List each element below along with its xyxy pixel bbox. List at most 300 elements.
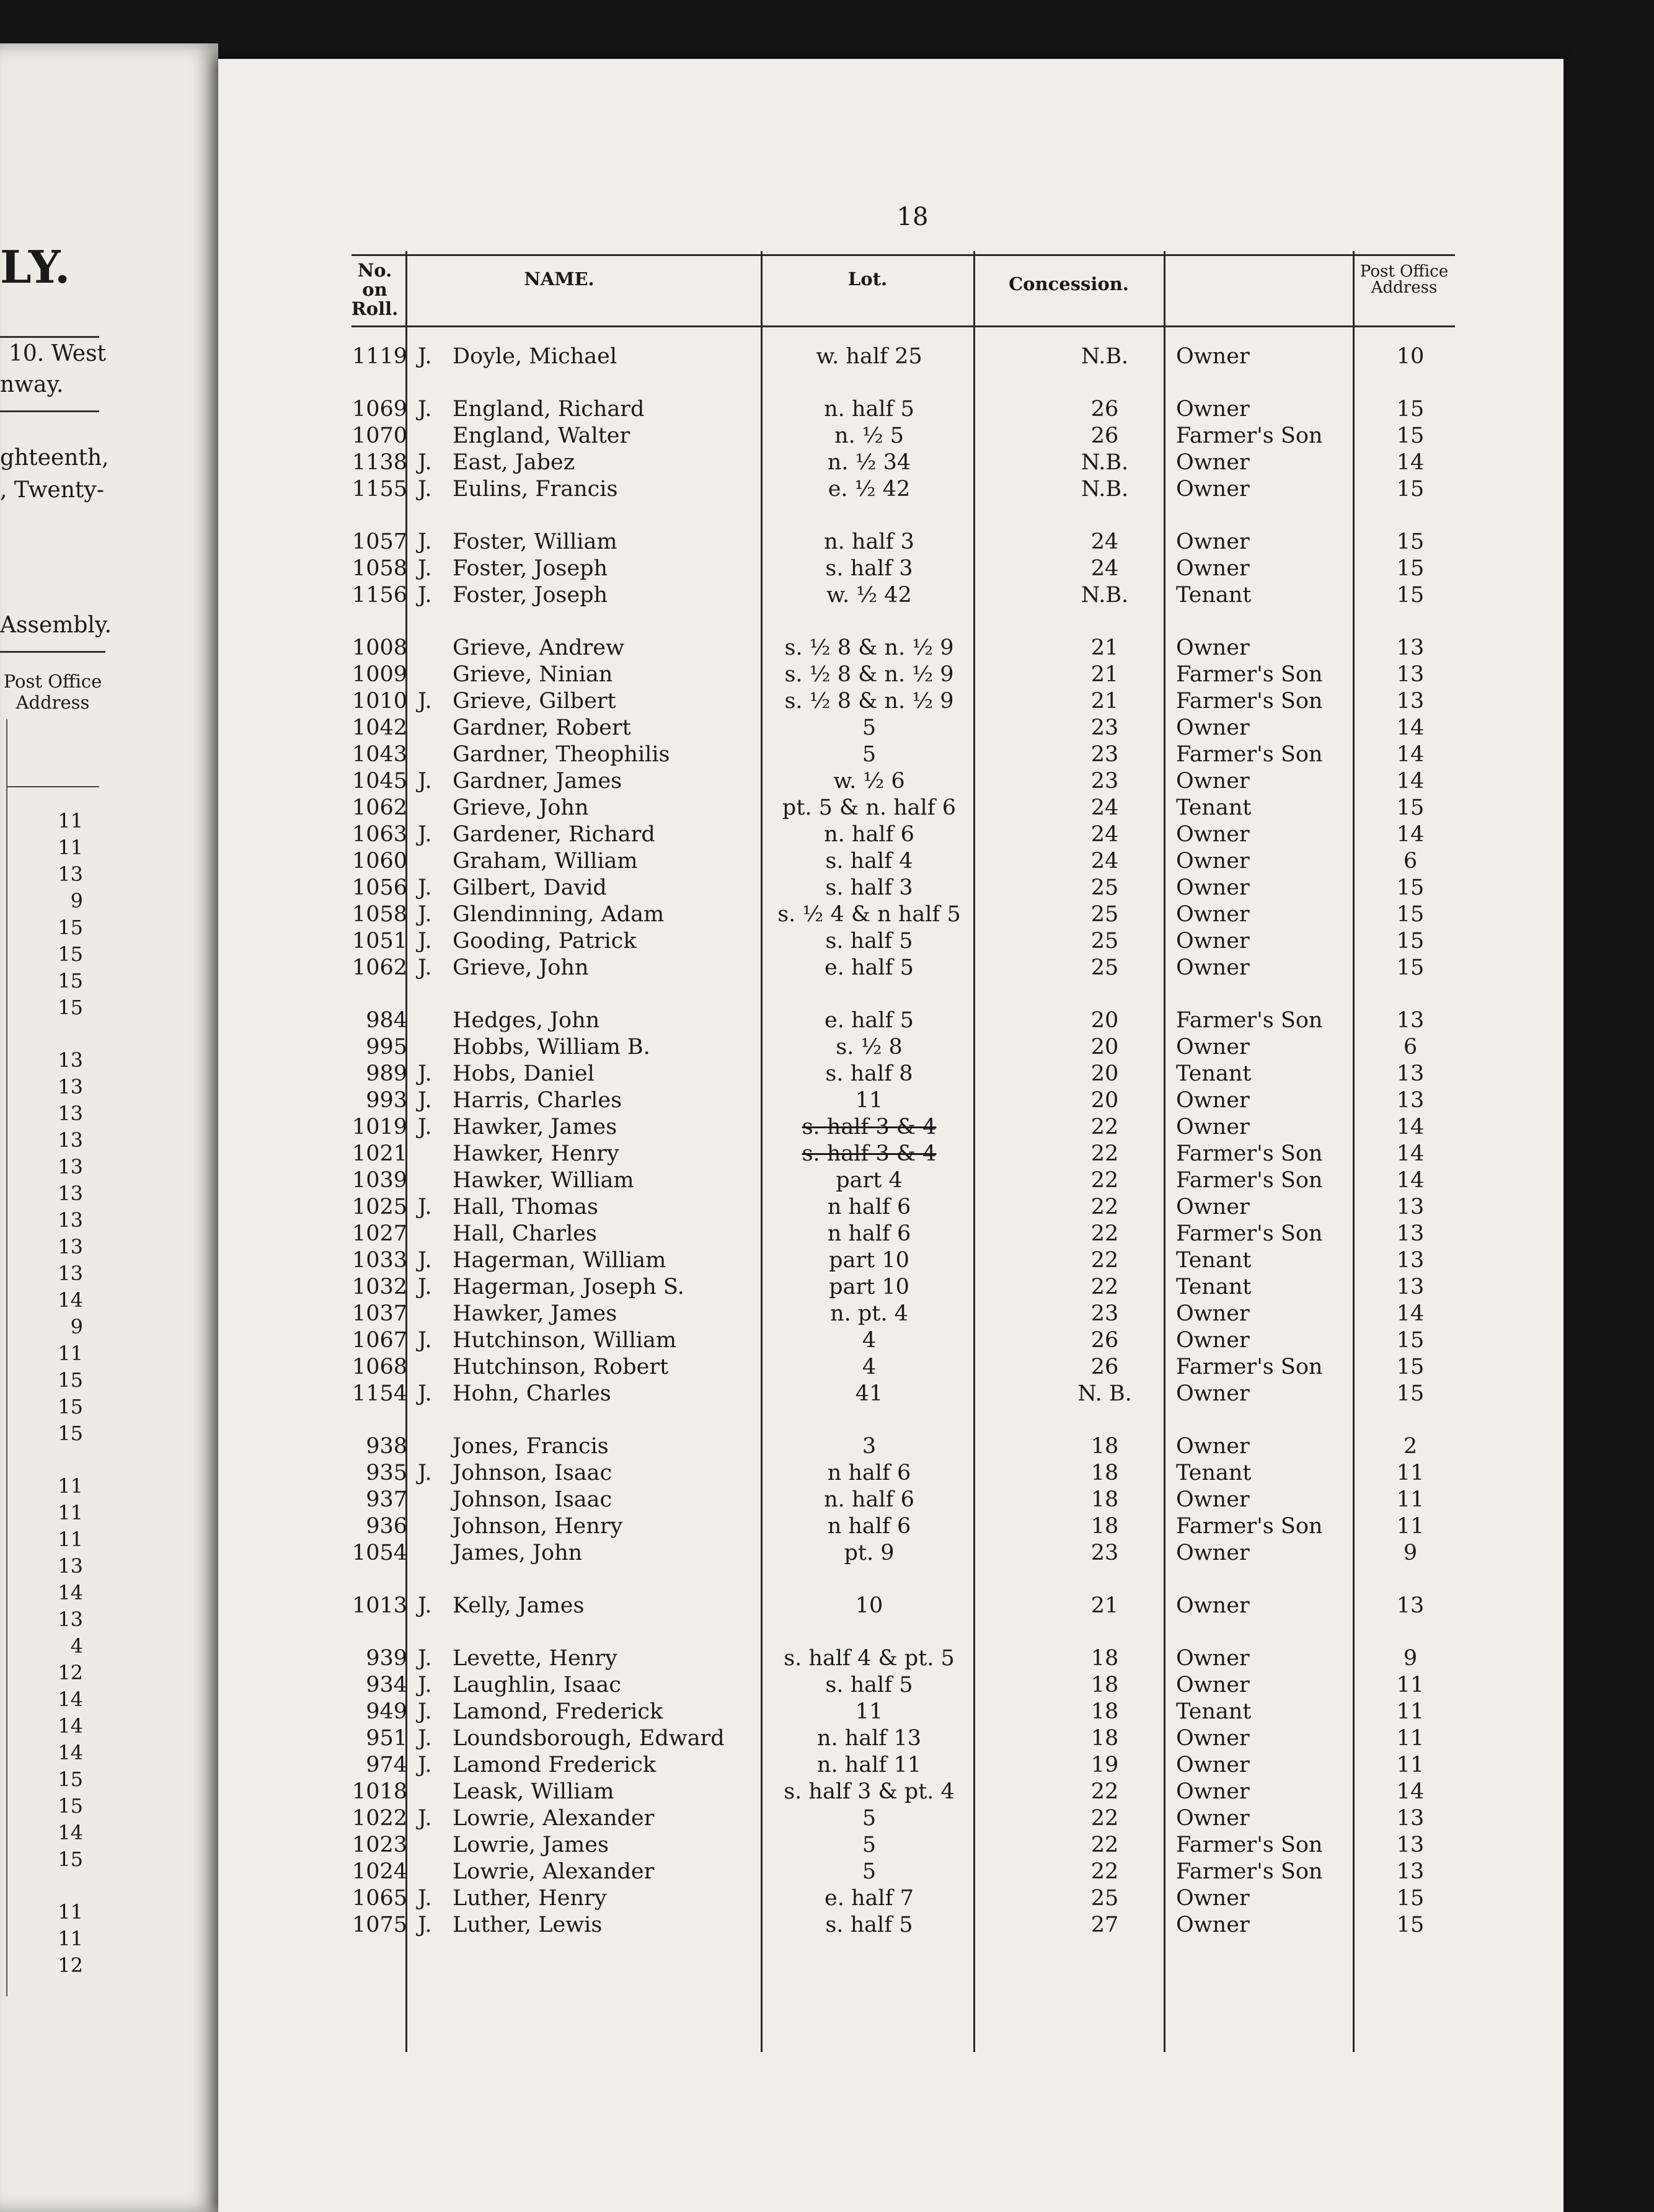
post-office-number: 14 (1396, 822, 1425, 847)
juror-mark: J. (418, 1886, 432, 1911)
lot-value: n half 6 (827, 1221, 911, 1246)
table-row (218, 1035, 1563, 1061)
previous-page-number: 9 (70, 1315, 83, 1338)
table-row (218, 1275, 1563, 1301)
lot-value: 11 (855, 1088, 883, 1113)
voter-name: Lowrie, James (453, 1833, 609, 1857)
concession-value: 27 (1090, 1913, 1119, 1937)
qualification: Tenant (1176, 1275, 1252, 1299)
lot-value: s. half 3 & 4 (802, 1141, 937, 1166)
previous-page-number: 11 (58, 1474, 83, 1498)
voter-name: Grieve, Ninian (453, 662, 613, 687)
lot-value: s. half 3 (825, 875, 913, 900)
roll-number: 938 (366, 1434, 407, 1459)
juror-mark: J. (418, 1726, 432, 1751)
lot-value: n half 6 (827, 1461, 911, 1485)
concession-value: 21 (1090, 1593, 1119, 1618)
post-office-number: 14 (1396, 1301, 1425, 1326)
table-row (218, 635, 1563, 662)
previous-page-number: 9 (70, 889, 83, 913)
concession-value: N.B. (1081, 344, 1129, 369)
lot-value: part 10 (829, 1248, 909, 1273)
table-row (218, 423, 1563, 450)
lot-value: 5 (862, 742, 877, 767)
lot-value: 5 (862, 715, 877, 740)
concession-value: N. B. (1077, 1381, 1132, 1406)
roll-number: 1075 (352, 1913, 407, 1937)
qualification: Farmer's Son (1176, 1355, 1323, 1379)
previous-page-text: nway. (0, 372, 64, 397)
table-row (218, 1487, 1563, 1514)
juror-mark: J. (418, 955, 432, 980)
previous-page-number: 15 (58, 969, 83, 993)
previous-page-text: Assembly. (0, 613, 112, 638)
voter-name: Gilbert, David (453, 875, 607, 900)
roll-number: 1032 (352, 1275, 407, 1299)
previous-page-number: 14 (58, 1741, 83, 1764)
table-row (218, 450, 1563, 477)
voter-name: Harris, Charles (453, 1088, 622, 1113)
lot-value: 4 (862, 1328, 877, 1353)
previous-page-number: 14 (58, 1821, 83, 1844)
qualification: Owner (1176, 1886, 1250, 1911)
table-row (218, 397, 1563, 423)
previous-page-strip (0, 43, 218, 2212)
post-office-number: 6 (1403, 849, 1418, 874)
concession-value: 25 (1090, 955, 1119, 980)
voter-name: Laughlin, Isaac (453, 1673, 621, 1697)
post-office-number: 15 (1396, 397, 1425, 422)
voter-name: Hagerman, Joseph S. (453, 1275, 684, 1299)
juror-mark: J. (418, 397, 432, 422)
roll-number: 1054 (352, 1541, 407, 1565)
concession-value: 20 (1090, 1061, 1119, 1086)
roll-number: 1154 (352, 1381, 407, 1406)
previous-page-text: , Twenty- (0, 477, 104, 503)
previous-page-number: 13 (58, 1235, 83, 1259)
juror-mark: J. (418, 1195, 432, 1219)
lot-value: e. half 5 (825, 955, 914, 980)
concession-value: 21 (1090, 662, 1119, 687)
table-row (218, 477, 1563, 503)
table-row (218, 1355, 1563, 1381)
voter-name: Foster, Joseph (453, 556, 608, 581)
roll-number: 1069 (352, 397, 407, 422)
table-row (218, 529, 1563, 556)
lot-value: s. half 8 (825, 1061, 913, 1086)
voter-name: Leask, William (453, 1779, 614, 1804)
post-office-number: 13 (1396, 1008, 1425, 1033)
table-row (218, 875, 1563, 902)
post-office-number: 13 (1396, 689, 1425, 714)
header-post-office: Post Office Address (1360, 262, 1449, 297)
juror-mark: J. (418, 1115, 432, 1139)
previous-page-number: 11 (58, 1501, 83, 1524)
concession-value: 23 (1090, 769, 1119, 794)
previous-page-number: 11 (58, 836, 83, 859)
concession-value: 23 (1090, 715, 1119, 740)
concession-value: 22 (1090, 1115, 1119, 1139)
post-office-number: 13 (1396, 635, 1425, 660)
juror-mark: J. (418, 1061, 432, 1086)
previous-page-number: 13 (58, 1048, 83, 1072)
voter-name: Hutchinson, William (453, 1328, 677, 1353)
previous-page-number: 15 (58, 996, 83, 1019)
juror-mark: J. (418, 1593, 432, 1618)
qualification: Owner (1176, 450, 1250, 475)
table-row (218, 662, 1563, 689)
qualification: Tenant (1176, 795, 1252, 820)
concession-value: 23 (1090, 742, 1119, 767)
concession-value: 18 (1090, 1461, 1119, 1485)
post-office-number: 11 (1396, 1514, 1425, 1539)
roll-number: 1024 (352, 1859, 407, 1884)
roll-number: 1119 (352, 344, 407, 369)
lot-value: s. half 4 (825, 849, 913, 874)
post-office-number: 14 (1396, 450, 1425, 475)
qualification: Owner (1176, 1088, 1250, 1113)
juror-mark: J. (418, 689, 432, 714)
post-office-number: 14 (1396, 742, 1425, 767)
voter-name: Foster, Joseph (453, 583, 608, 608)
voter-name: Jones, Francis (453, 1434, 609, 1459)
concession-value: 25 (1090, 1886, 1119, 1911)
previous-page-number: 13 (58, 1182, 83, 1205)
voter-name: Hawker, James (453, 1301, 617, 1326)
qualification: Tenant (1176, 1461, 1252, 1485)
header-name: NAME. (524, 268, 595, 290)
table-row (218, 1221, 1563, 1248)
table-row (218, 715, 1563, 742)
qualification: Owner (1176, 529, 1250, 554)
post-office-number: 15 (1396, 477, 1425, 502)
voter-name: Hutchinson, Robert (453, 1355, 669, 1379)
concession-value: 22 (1090, 1859, 1119, 1884)
qualification: Owner (1176, 1646, 1250, 1671)
voter-name: Loundsborough, Edward (453, 1726, 725, 1751)
qualification: Owner (1176, 1779, 1250, 1804)
post-office-number: 11 (1396, 1487, 1425, 1512)
concession-value: N.B. (1081, 450, 1129, 475)
roll-number: 951 (366, 1726, 407, 1751)
qualification: Owner (1176, 1593, 1250, 1618)
post-office-number: 13 (1396, 1221, 1425, 1246)
qualification: Tenant (1176, 1248, 1252, 1273)
juror-mark: J. (418, 1699, 432, 1724)
previous-page-number: 11 (58, 1342, 83, 1365)
concession-value: 23 (1090, 1301, 1119, 1326)
lot-value: n half 6 (827, 1195, 911, 1219)
table-row (218, 1913, 1563, 1939)
voter-name: Grieve, Andrew (453, 635, 624, 660)
column-rule (6, 719, 7, 1996)
previous-page-number: 15 (58, 1847, 83, 1871)
concession-value: 21 (1090, 689, 1119, 714)
post-office-number: 15 (1396, 1886, 1425, 1911)
divider (0, 410, 99, 412)
voter-name: Grieve, John (453, 795, 589, 820)
lot-value: 41 (855, 1381, 883, 1406)
post-office-number: 15 (1396, 1381, 1425, 1406)
roll-number: 936 (366, 1514, 407, 1539)
juror-mark: J. (418, 529, 432, 554)
table-row (218, 1141, 1563, 1168)
divider (0, 651, 105, 653)
qualification: Owner (1176, 1035, 1250, 1060)
roll-number: 1019 (352, 1115, 407, 1139)
voter-name: Lamond Frederick (453, 1753, 657, 1777)
qualification: Owner (1176, 1806, 1250, 1831)
roll-number: 1037 (352, 1301, 407, 1326)
qualification: Farmer's Son (1176, 1008, 1323, 1033)
qualification: Farmer's Son (1176, 1514, 1323, 1539)
concession-value: 22 (1090, 1195, 1119, 1219)
previous-page-number: 13 (58, 1262, 83, 1285)
concession-value: 20 (1090, 1088, 1119, 1113)
voter-name: Gardner, James (453, 769, 622, 794)
roll-number: 1065 (352, 1886, 407, 1911)
concession-value: 25 (1090, 875, 1119, 900)
concession-value: 21 (1090, 635, 1119, 660)
post-office-number: 15 (1396, 1355, 1425, 1379)
divider (0, 336, 99, 338)
post-office-number: 11 (1396, 1673, 1425, 1697)
juror-mark: J. (418, 769, 432, 794)
voter-name: Grieve, John (453, 955, 589, 980)
voter-name: Lowrie, Alexander (453, 1859, 655, 1884)
qualification: Owner (1176, 1434, 1250, 1459)
juror-mark: J. (418, 1461, 432, 1485)
lot-value: n. half 11 (816, 1753, 921, 1777)
table-top-rule (352, 254, 1455, 256)
post-office-number: 11 (1396, 1461, 1425, 1485)
table-row (218, 1806, 1563, 1833)
juror-mark: J. (418, 929, 432, 953)
qualification: Owner (1176, 822, 1250, 847)
roll-number: 995 (366, 1035, 407, 1060)
previous-page-number: 13 (58, 1155, 83, 1179)
lot-value: 10 (855, 1593, 883, 1618)
qualification: Owner (1176, 1673, 1250, 1697)
voter-name: Grieve, Gilbert (453, 689, 616, 714)
juror-mark: J. (418, 556, 432, 581)
roll-number: 949 (366, 1699, 407, 1724)
table-row (218, 769, 1563, 795)
lot-value: n. pt. 4 (830, 1301, 908, 1326)
juror-mark: J. (418, 1248, 432, 1273)
qualification: Owner (1176, 1195, 1250, 1219)
qualification: Owner (1176, 1913, 1250, 1937)
qualification: Farmer's Son (1176, 1859, 1323, 1884)
roll-number: 1033 (352, 1248, 407, 1273)
voter-name: Hawker, William (453, 1168, 634, 1193)
roll-number: 1013 (352, 1593, 407, 1618)
qualification: Owner (1176, 1753, 1250, 1777)
juror-mark: J. (418, 1646, 432, 1671)
roll-number: 1025 (352, 1195, 407, 1219)
post-office-number: 15 (1396, 955, 1425, 980)
concession-value: 26 (1090, 397, 1119, 422)
qualification: Farmer's Son (1176, 662, 1323, 687)
roll-number: 1058 (352, 556, 407, 581)
lot-value: w. half 25 (816, 344, 922, 369)
lot-value: s. half 5 (825, 1913, 913, 1937)
voter-name: Lamond, Frederick (453, 1699, 663, 1724)
lot-value: 5 (862, 1859, 877, 1884)
roll-number: 1010 (352, 689, 407, 714)
lot-value: n. half 6 (824, 822, 914, 847)
voter-name: Gardener, Richard (453, 822, 655, 847)
juror-mark: J. (418, 477, 432, 502)
table-row (218, 689, 1563, 715)
post-office-number: 13 (1396, 662, 1425, 687)
concession-value: 25 (1090, 929, 1119, 953)
roll-number: 1155 (352, 477, 407, 502)
juror-mark: J. (418, 1328, 432, 1353)
voter-name: Johnson, Henry (453, 1514, 623, 1539)
qualification: Owner (1176, 344, 1250, 369)
concession-value: 18 (1090, 1646, 1119, 1671)
voter-name: Hobs, Daniel (453, 1061, 595, 1086)
concession-value: 25 (1090, 902, 1119, 927)
concession-value: 22 (1090, 1141, 1119, 1166)
qualification: Owner (1176, 1301, 1250, 1326)
roll-number: 989 (366, 1061, 407, 1086)
roll-number: 1018 (352, 1779, 407, 1804)
voter-name: Glendinning, Adam (453, 902, 665, 927)
previous-page-number: 14 (58, 1288, 83, 1312)
concession-value: 24 (1090, 556, 1119, 581)
juror-mark: J. (418, 1088, 432, 1113)
post-office-number: 13 (1396, 1248, 1425, 1273)
concession-value: 22 (1090, 1833, 1119, 1857)
lot-value: pt. 5 & n. half 6 (782, 795, 957, 820)
post-office-number: 6 (1403, 1035, 1418, 1060)
lot-value: s. half 5 (825, 1673, 913, 1697)
roll-number: 1062 (352, 795, 407, 820)
lot-value: s. ½ 8 (836, 1035, 903, 1060)
concession-value: 18 (1090, 1726, 1119, 1751)
post-office-number: 9 (1403, 1541, 1418, 1565)
table-row (218, 1008, 1563, 1035)
concession-value: 24 (1090, 822, 1119, 847)
lot-value: 3 (862, 1434, 877, 1459)
qualification: Farmer's Son (1176, 1221, 1323, 1246)
voter-name: Johnson, Isaac (453, 1461, 613, 1485)
voter-name: Hagerman, William (453, 1248, 666, 1273)
header-concession: Concession. (1009, 273, 1129, 294)
previous-page-number: 14 (58, 1581, 83, 1604)
qualification: Owner (1176, 769, 1250, 794)
voter-name: Hedges, John (453, 1008, 600, 1033)
roll-number: 1008 (352, 635, 407, 660)
previous-page-text: ghteenth, (0, 445, 109, 471)
previous-page-number: 13 (58, 1208, 83, 1232)
qualification: Owner (1176, 397, 1250, 422)
lot-value: s. half 5 (825, 929, 913, 953)
qualification: Farmer's Son (1176, 689, 1323, 714)
roll-number: 1021 (352, 1141, 407, 1166)
table-row (218, 795, 1563, 822)
previous-page-number: 13 (58, 1102, 83, 1125)
roll-number: 1057 (352, 529, 407, 554)
post-office-number: 15 (1396, 556, 1425, 581)
concession-value: 22 (1090, 1806, 1119, 1831)
lot-value: w. ½ 42 (826, 583, 912, 608)
header-no-on-roll: No. on Roll. (351, 260, 399, 319)
voter-name: Hohn, Charles (453, 1381, 611, 1406)
voter-name: Foster, William (453, 529, 617, 554)
voter-name: East, Jabez (453, 450, 575, 475)
voter-name: Gooding, Patrick (453, 929, 637, 953)
roll-number: 1062 (352, 955, 407, 980)
table-row (218, 1779, 1563, 1806)
table-row (218, 742, 1563, 769)
roll-number: 1023 (352, 1833, 407, 1857)
previous-page-number: 13 (58, 862, 83, 886)
juror-mark: J. (418, 1673, 432, 1697)
previous-page-number: 13 (58, 1554, 83, 1578)
qualification: Farmer's Son (1176, 742, 1323, 767)
concession-value: N.B. (1081, 583, 1129, 608)
concession-value: 26 (1090, 1355, 1119, 1379)
voter-name: Kelly, James (453, 1593, 585, 1618)
voter-name: James, John (453, 1541, 583, 1565)
table-row (218, 1088, 1563, 1115)
header-bottom-rule (352, 325, 1455, 327)
lot-value: s. half 4 & pt. 5 (784, 1646, 955, 1671)
lot-value: e. ½ 42 (828, 477, 911, 502)
roll-number: 1042 (352, 715, 407, 740)
post-office-number: 15 (1396, 529, 1425, 554)
roll-number: 1056 (352, 875, 407, 900)
qualification: Owner (1176, 1115, 1250, 1139)
concession-value: 18 (1090, 1487, 1119, 1512)
juror-mark: J. (418, 583, 432, 608)
juror-mark: J. (418, 450, 432, 475)
voter-name: Hall, Thomas (453, 1195, 599, 1219)
roll-number: 993 (366, 1088, 407, 1113)
previous-page-text: 10. West (9, 341, 107, 366)
concession-value: 18 (1090, 1699, 1119, 1724)
roll-number: 939 (366, 1646, 407, 1671)
lot-value: 5 (862, 1833, 877, 1857)
post-office-number: 11 (1396, 1753, 1425, 1777)
juror-mark: J. (418, 822, 432, 847)
table-row (218, 929, 1563, 955)
previous-page-number: 11 (58, 1528, 83, 1551)
lot-value: part 4 (836, 1168, 903, 1193)
voter-name: Gardner, Theophilis (453, 742, 670, 767)
voter-name: Hobbs, William B. (453, 1035, 650, 1060)
previous-page-number: 13 (58, 1608, 83, 1631)
post-office-number: 14 (1396, 1168, 1425, 1193)
previous-page-number: 14 (58, 1714, 83, 1738)
divider (6, 786, 99, 787)
previous-page-number: 15 (58, 1368, 83, 1392)
juror-mark: J. (418, 875, 432, 900)
voter-name: Luther, Henry (453, 1886, 607, 1911)
post-office-number: 14 (1396, 769, 1425, 794)
roll-number: 1068 (352, 1355, 407, 1379)
previous-page-number: 11 (58, 1900, 83, 1924)
table-row (218, 1381, 1563, 1408)
table-row (218, 1593, 1563, 1620)
previous-page-number: 12 (58, 1953, 83, 1977)
post-office-number: 11 (1396, 1726, 1425, 1751)
post-office-number: 14 (1396, 1115, 1425, 1139)
previous-page-number: 11 (58, 809, 83, 833)
